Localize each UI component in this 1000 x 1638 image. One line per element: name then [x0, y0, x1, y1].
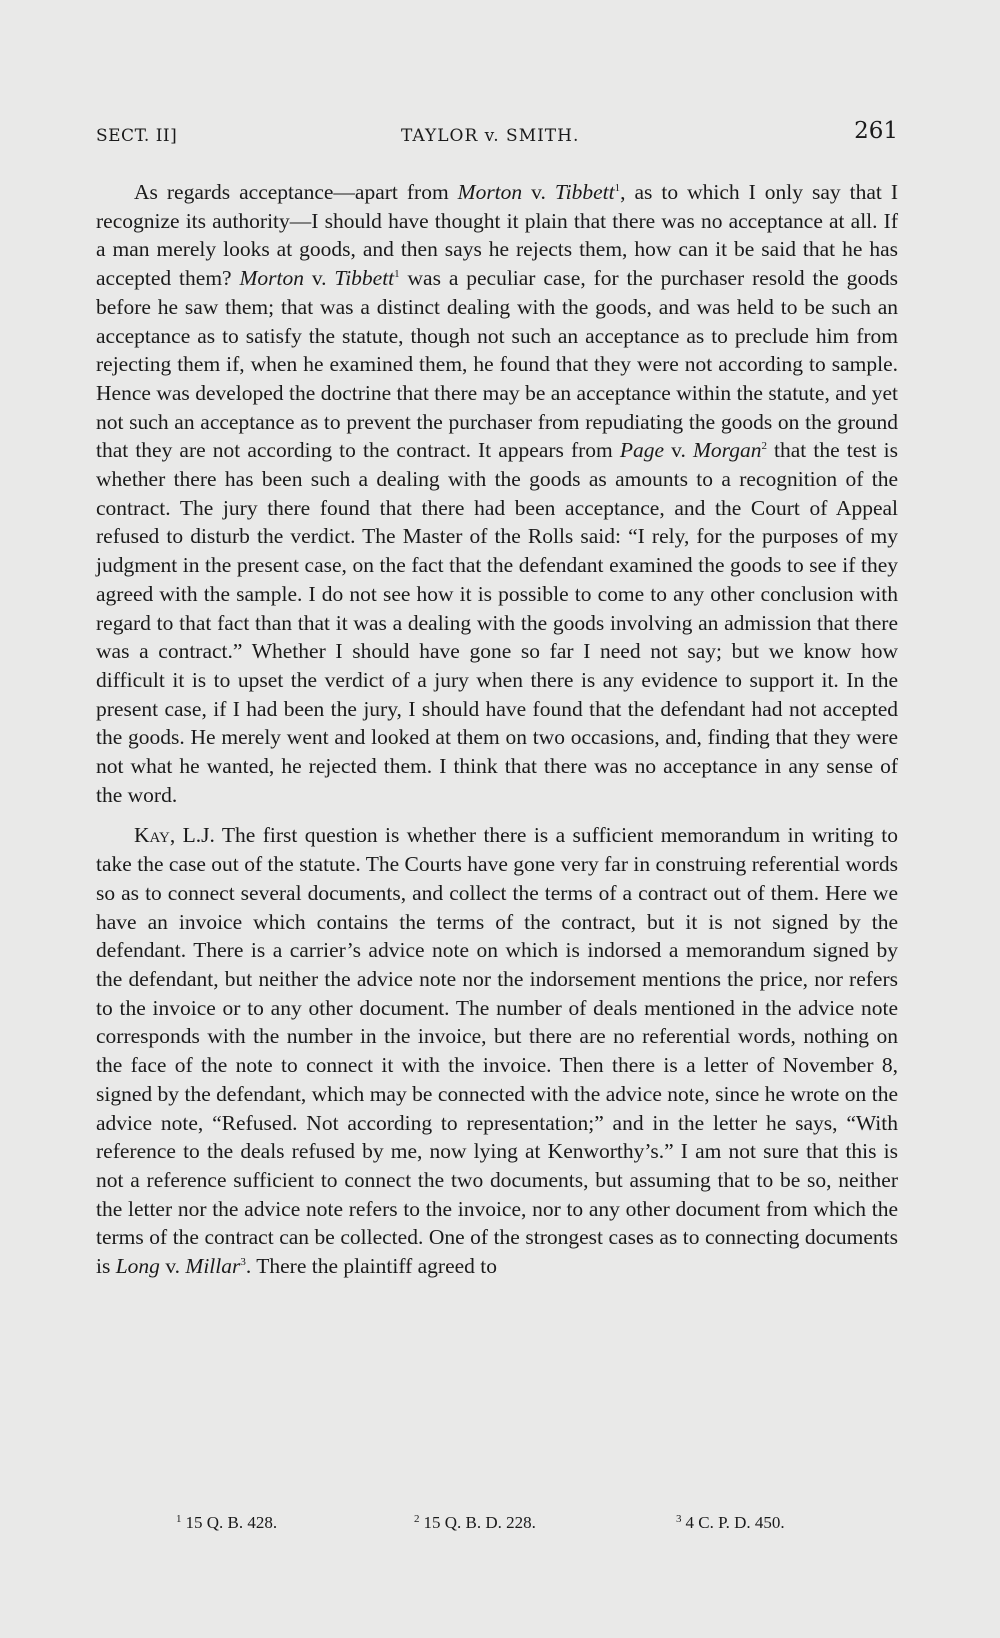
footnote-ref: 1 [394, 268, 400, 281]
case-name: Morton [239, 266, 304, 291]
footnote-mark: 1 [176, 1513, 182, 1525]
case-name: Page [619, 438, 665, 463]
paragraph-kay-judgment [96, 821, 898, 1280]
footnote-mark: 2 [414, 1513, 420, 1525]
footnote-ref: 1 [614, 182, 621, 194]
text-run: , as to which I only say that I recognize its authority—I should have thought it plain that there was no acceptance at all. If a man merely looks at goods, and then says he rejects them, how can it be said that he has accepted them? [96, 180, 899, 291]
versus: v. [303, 266, 335, 291]
text-run: was a peculiar case, for the purchaser resold the goods before he saw them; that was a distinct dealing with the goods, and was held to be such an acceptance as to satisfy the statute, though not such an acceptance as to preclude him from rejecting them if, when he examined them, he found that they were not according to sample. Hence was developed the doctrine that there may be an acceptance within the statute, and yet not such an acceptance as to prevent the purchaser from repudiating the goods on the ground that they are not according to the contract. It appears from [96, 266, 898, 463]
footnote-text: 15 Q. B. 428. [185, 1513, 278, 1532]
case-name: Tibbett [334, 266, 395, 291]
case-name: Morgan [692, 438, 762, 463]
footnote [414, 1513, 536, 1533]
page-number: 261 [854, 118, 898, 144]
case-name: Millar [185, 1254, 241, 1279]
text-run: . There the plaintiff agreed to [245, 1254, 498, 1279]
judge-name: Kay, L.J. [134, 823, 215, 848]
case-name: Morton [457, 180, 523, 204]
running-header [96, 118, 898, 158]
paragraph-acceptance [96, 178, 898, 809]
case-name: Long [115, 1254, 160, 1279]
text-run: that the test is whether there has been such a dealing with the goods as amounts to a recognition of the contract. The jury there found that there had been acceptance, and the Court of Appeal refused to disturb the verdict. The Master of the Rolls said: “I rely, for the purposes of my judgment in the present case, on the fact that the defendant examined the goods to see if they agreed with the sample. I do not see how it is possible to come to any other conclusion with regard to that fact than that it was a dealing with the goods involving an admission that there was a contract.” Whether I should have gone so far I need not say; but we know how difficult it is to upset the verdict of a jury when there is any evidence to support it. In the present case, if I had been the jury, I should have found that the defendant had not accepted the goods. He merely went and looked at them on two occasions, and, finding that they were not what he wanted, he rejected them. I think that there was no acceptance in any sense of the word. [96, 438, 899, 807]
footnote [176, 1513, 277, 1533]
text-run: As regards acceptance—apart from [134, 180, 458, 204]
versus: v. [522, 180, 555, 204]
footnote-mark: 3 [676, 1513, 682, 1525]
footnote-ref: 2 [761, 440, 767, 453]
page-body [96, 178, 898, 1281]
section-label: SECT. II] [96, 126, 178, 146]
running-title: TAYLOR v. SMITH. [401, 126, 580, 146]
footnote-text: 4 C. P. D. 450. [685, 1513, 785, 1532]
footnote-ref: 3 [240, 1256, 246, 1269]
case-name: Tibbett [554, 180, 615, 204]
versus: v. [159, 1254, 186, 1279]
text-run: The first question is whether there is a sufficient memorandum in writing to take the case out of the statute. The Courts have gone very far in construing referential words so as to connect several documents, and collect the terms of a contract out of them. Here we have an invoice which contains the terms of the contract, but it is not signed by the defendant. There is a carrier’s advice note on which is indorsed a memorandum signed by the defendant, but neither the advice note nor the indorsement mentions the price, nor refers to the invoice or to any other document. The number of deals mentioned in the advice note corresponds with the number in the invoice, but there are no referential words, nothing on the face of the note to connect it with the invoice. Then there is a letter of November 8, signed by the defendant, which may be connected with the advice note, since he wrote on the advice note, “Refused. Not according to representation;” and in the letter he says, “With reference to the deals refused by me, now lying at Kenworthy’s.” I am not sure that this is not a reference sufficient to connect the two documents, but assuming that to be so, neither the letter nor the advice note refers to the invoice, nor to any other document from which the terms of the contract can be collected. One of the strongest cases as to connecting documents is [96, 823, 898, 1279]
footnote-text: 15 Q. B. D. 228. [423, 1513, 536, 1532]
versus: v. [664, 438, 693, 463]
footnote [676, 1513, 785, 1533]
